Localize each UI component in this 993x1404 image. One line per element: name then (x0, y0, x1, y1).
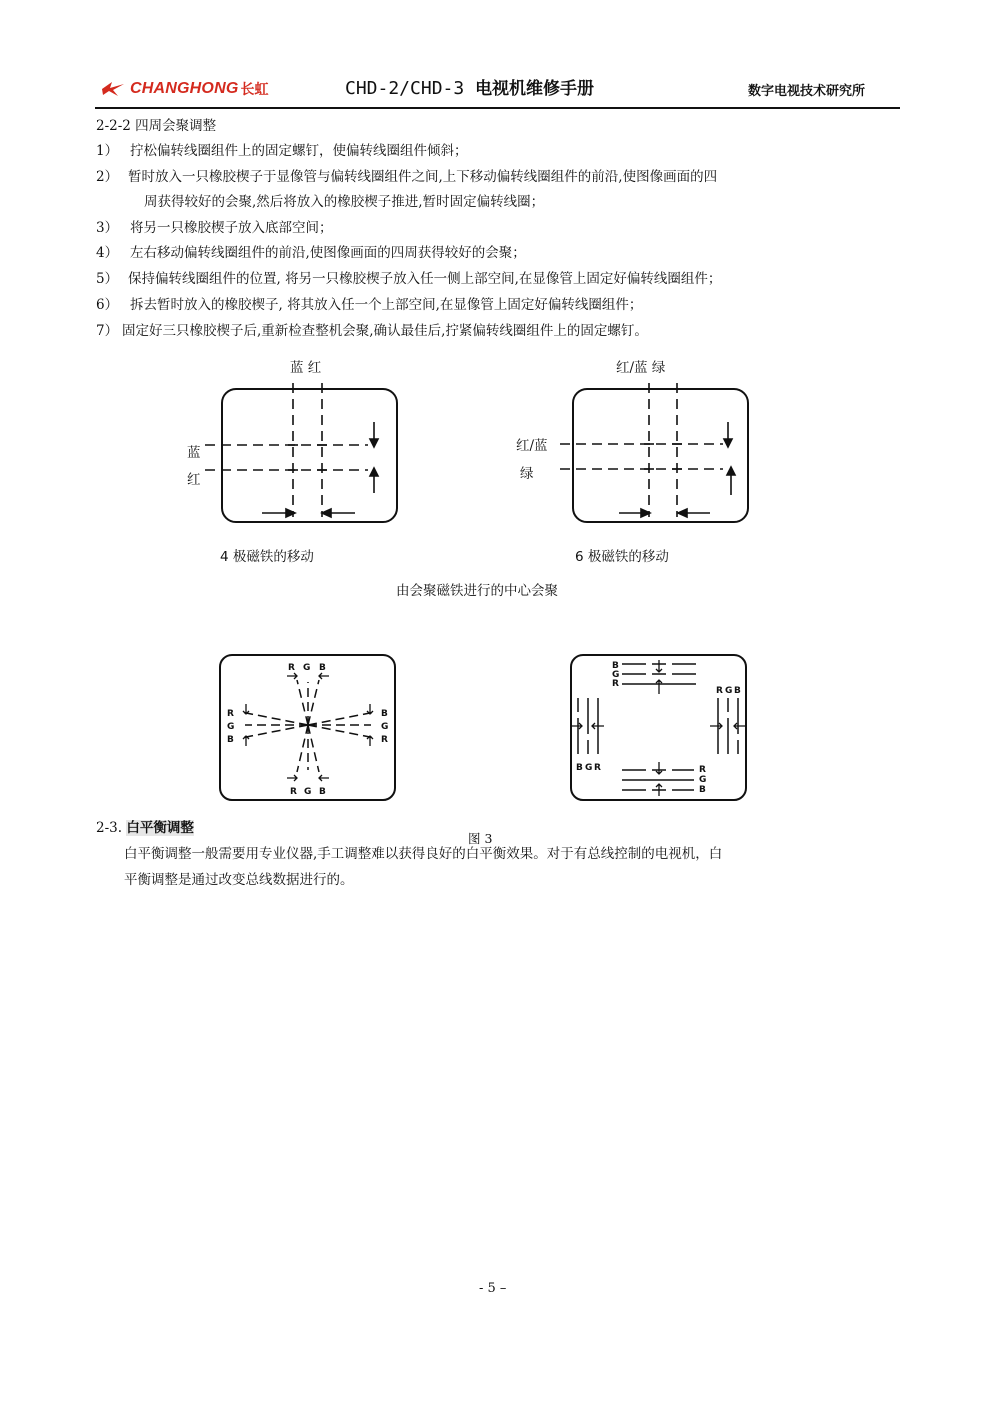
step-2 (96, 165, 717, 185)
rgb-label-b: B (734, 686, 741, 696)
step-number: 2） (96, 169, 119, 185)
rgb-label-g: G (585, 763, 593, 773)
step-5 (96, 267, 721, 287)
step-text: 左右移动偏转线圈组件的前沿,使图像画面的四周获得较好的会聚； (130, 245, 526, 261)
rgb-label-r: R (594, 763, 601, 773)
step-text: 将另一只橡胶楔子放入底部空间； (130, 220, 333, 236)
step-3 (96, 216, 333, 236)
manual-title (345, 74, 594, 99)
six-pole-label-green: 绿 (520, 466, 534, 482)
manual-title-name: 电视机维修手册 (475, 79, 595, 99)
rgb-label-r: R (227, 709, 234, 719)
step-number: 6） (96, 297, 119, 313)
step-text: 暂时放入一只橡胶楔子于显像管与偏转线圈组件之间,上下移动偏转线圈组件的前沿,使图像画面的四 (128, 169, 718, 185)
six-pole-label-rb: 红/蓝 (516, 438, 548, 454)
section-heading: 2-2-2 四周会聚调整 (96, 118, 217, 134)
section-2-3-heading (96, 816, 194, 836)
rgb-label-g: G (699, 775, 707, 785)
step-1 (96, 139, 468, 159)
manual-title-model: CHD-2/CHD-3 (345, 78, 465, 99)
rgb-label-b: B (319, 787, 326, 797)
step-number: 1） (96, 143, 119, 159)
four-pole-caption: 4 极磁铁的移动 (220, 549, 314, 565)
step-2-continued: 周获得较好的会聚,然后将放入的橡胶楔子推进,暂时固定偏转线圈； (144, 194, 545, 210)
page-number: - 5 – (479, 1281, 507, 1296)
step-number: 5） (96, 271, 119, 287)
step-text: 固定好三只橡胶楔子后,重新检查整机会聚,确认最佳后,拧紧偏转线圈组件上的固定螺钉。 (122, 323, 648, 339)
rgb-label-g: G (725, 686, 733, 696)
rgb-label-r: R (381, 735, 388, 745)
step-number: 3） (96, 220, 119, 236)
six-pole-top-labels: 红/蓝 绿 (616, 360, 666, 376)
logo-text: CHANGHONG (130, 80, 239, 97)
rgb-label-g: G (304, 787, 312, 797)
section-2-3-body-line-2: 平衡调整是通过改变总线数据进行的。 (124, 872, 354, 888)
rgb-label-r: R (612, 679, 619, 689)
rgb-label-b: B (576, 763, 583, 773)
rgb-label-b: B (319, 663, 326, 673)
four-pole-label-blue: 蓝 (187, 445, 201, 461)
step-number: 7） (96, 323, 119, 339)
step-4 (96, 241, 526, 261)
logo-cn: 长虹 (240, 82, 269, 98)
center-convergence-caption: 由会聚磁铁进行的中心会聚 (396, 583, 558, 599)
rgb-label-b: B (612, 661, 619, 671)
four-pole-label-red: 红 (187, 472, 201, 488)
section-2-3-body-line-1: 白平衡调整一般需要用专业仪器,手工调整难以获得良好的白平衡效果。对于有总线控制的电视机，白 (124, 846, 723, 862)
changhong-bird-icon (100, 80, 126, 98)
step-text: 拧松偏转线圈组件上的固定螺钉，使偏转线圈组件倾斜； (130, 143, 468, 159)
changhong-logo (100, 77, 268, 101)
rgb-label-b: B (381, 709, 388, 719)
rgb-label-g: G (303, 663, 311, 673)
rgb-label-r: R (288, 663, 295, 673)
four-pole-top-labels: 蓝 红 (290, 360, 322, 376)
step-6 (96, 293, 642, 313)
rgb-label-r: R (290, 787, 297, 797)
institute-name: 数字电视技术研究所 (748, 84, 866, 99)
section-number: 2-3. (96, 820, 123, 836)
rgb-label-r: R (699, 765, 706, 775)
step-7 (96, 319, 648, 339)
border-convergence-diagram (566, 650, 751, 805)
six-pole-caption: 6 极磁铁的移动 (575, 549, 669, 565)
rgb-label-g: G (381, 722, 389, 732)
rgb-label-g: G (227, 722, 235, 732)
step-number: 4） (96, 245, 119, 261)
rgb-label-b: B (227, 735, 234, 745)
six-pole-diagram (555, 375, 765, 530)
figure-number: 图 3 (468, 831, 493, 846)
header-rule (95, 107, 900, 109)
four-pole-diagram (200, 375, 410, 530)
rgb-label-r: R (716, 686, 723, 696)
rgb-label-g: G (612, 670, 620, 680)
section-title: 白平衡调整 (126, 820, 194, 836)
rgb-label-b: B (699, 785, 706, 795)
step-text: 拆去暂时放入的橡胶楔子, 将其放入任一个上部空间,在显像管上固定好偏转线圈组件； (130, 297, 643, 313)
step-text: 保持偏转线圈组件的位置, 将另一只橡胶楔子放入任一侧上部空间,在显像管上固定好偏转线圈组件； (128, 271, 722, 287)
radial-convergence-diagram (215, 650, 400, 805)
